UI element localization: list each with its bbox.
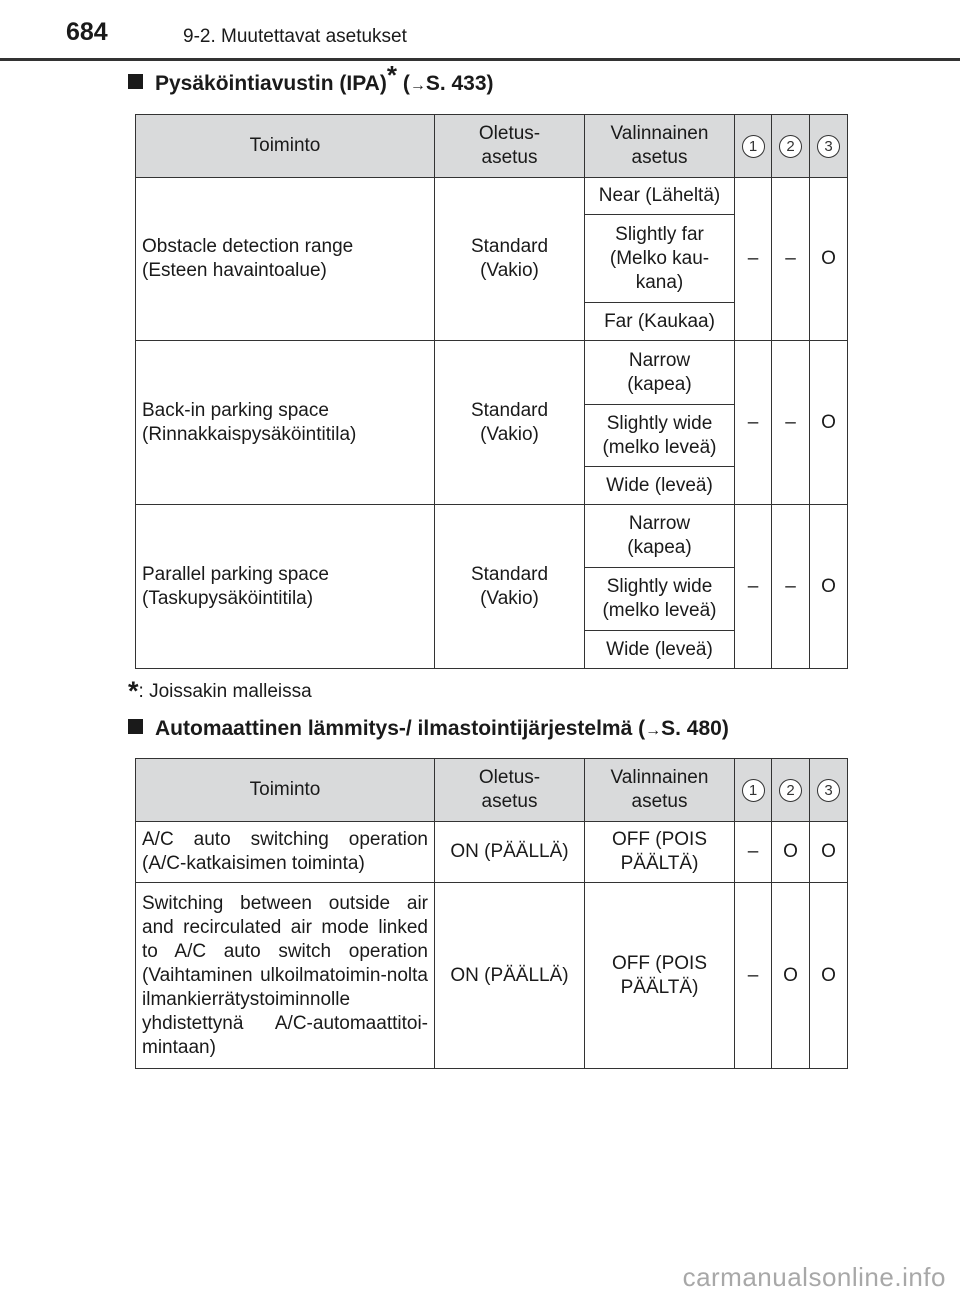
option-cell: Slightly wide (melko leveä): [585, 568, 735, 631]
table-row: [136, 883, 848, 1069]
method-2-cell: O: [772, 822, 810, 883]
function-cell: Back-in parking space (Rinnakkaispysäköintitila): [136, 341, 435, 505]
section-heading-ac: [128, 717, 729, 741]
column-header-method-2: [772, 759, 810, 822]
method-3-cell: O: [810, 178, 848, 341]
method-3-cell: O: [810, 883, 848, 1069]
table-row: [136, 341, 848, 405]
circled-number-2-icon: 2: [779, 135, 802, 158]
settings-table-ipa: [135, 114, 848, 669]
option-cell: Wide (leveä): [585, 467, 735, 505]
table-row: [136, 822, 848, 883]
method-3-cell: O: [810, 341, 848, 505]
asterisk: *: [386, 60, 397, 90]
circled-number-1-icon: 1: [742, 135, 765, 158]
column-header-function: Toiminto: [136, 115, 435, 178]
column-header-method-1: [735, 759, 772, 822]
column-header-method-1: [735, 115, 772, 178]
section-title: Automaattinen lämmitys-/ ilmastointijärjestelmä (: [155, 717, 646, 740]
circled-number-1-icon: 1: [742, 779, 765, 802]
column-header-method-3: [810, 115, 848, 178]
option-cell: Narrow (kapea): [585, 341, 735, 405]
footnote-text: : Joissakin malleissa: [138, 681, 312, 702]
table-row: [136, 178, 848, 215]
circled-number-3-icon: 3: [817, 135, 840, 158]
option-cell: Far (Kaukaa): [585, 303, 735, 341]
chapter-title: 9-2. Muutettavat asetukset: [183, 26, 407, 47]
column-header-default: Oletus- asetus: [435, 115, 585, 178]
page-reference-link[interactable]: S. 480): [661, 717, 729, 740]
method-3-cell: O: [810, 822, 848, 883]
method-2-cell: –: [772, 178, 810, 341]
settings-table-ac: [135, 758, 848, 1069]
bullet-square-icon: [128, 719, 143, 734]
method-3-cell: O: [810, 505, 848, 669]
arrow-right-icon: →: [409, 77, 426, 94]
table-row: [136, 505, 848, 568]
watermark: carmanualsonline.info: [682, 1262, 946, 1292]
circled-number-3-icon: 3: [817, 779, 840, 802]
table-header-row: [136, 115, 848, 178]
header-rule: [0, 58, 960, 61]
default-cell: Standard (Vakio): [435, 505, 585, 669]
footnote: [128, 676, 312, 707]
function-cell: Parallel parking space (Taskupysäköintitila): [136, 505, 435, 669]
function-cell: Switching between outside air and recirculated air mode linked to A/C auto switch operation (Vaihtaminen ulkoilmatoimin-nolta ilmankierrätystoiminnolle yhdistettynä A/C-automaattitoi-mintaan): [136, 883, 435, 1069]
column-header-function: Toiminto: [136, 759, 435, 822]
function-cell: A/C auto switching operation (A/C-katkaisimen toiminta): [136, 822, 435, 883]
column-header-default: Oletus- asetus: [435, 759, 585, 822]
default-cell: Standard (Vakio): [435, 341, 585, 505]
option-cell: OFF (POIS PÄÄLTÄ): [585, 883, 735, 1069]
method-1-cell: –: [735, 883, 772, 1069]
option-cell: Wide (leveä): [585, 631, 735, 669]
default-cell: Standard (Vakio): [435, 178, 585, 341]
default-cell: ON (PÄÄLLÄ): [435, 822, 585, 883]
method-1-cell: –: [735, 822, 772, 883]
asterisk: *: [128, 676, 139, 706]
table-header-row: [136, 759, 848, 822]
ref-open: (: [402, 72, 410, 95]
section-heading-ipa: [128, 60, 494, 96]
arrow-right-icon: →: [645, 722, 662, 739]
method-1-cell: –: [735, 341, 772, 505]
bullet-square-icon: [128, 74, 143, 89]
method-1-cell: –: [735, 178, 772, 341]
column-header-options: Valinnainen asetus: [585, 115, 735, 178]
method-1-cell: –: [735, 505, 772, 669]
column-header-method-3: [810, 759, 848, 822]
option-cell: Near (Läheltä): [585, 178, 735, 215]
column-header-method-2: [772, 115, 810, 178]
function-cell: Obstacle detection range (Esteen havaintoalue): [136, 178, 435, 341]
page-reference-link[interactable]: S. 433): [425, 72, 494, 95]
option-cell: OFF (POIS PÄÄLTÄ): [585, 822, 735, 883]
method-2-cell: –: [772, 341, 810, 505]
option-cell: Slightly wide (melko leveä): [585, 405, 735, 467]
default-cell: ON (PÄÄLLÄ): [435, 883, 585, 1069]
method-2-cell: O: [772, 883, 810, 1069]
option-cell: Slightly far (Melko kau- kana): [585, 215, 735, 303]
page-number: 684: [66, 18, 108, 46]
column-header-options: Valinnainen asetus: [585, 759, 735, 822]
method-2-cell: –: [772, 505, 810, 669]
circled-number-2-icon: 2: [779, 779, 802, 802]
section-title: Pysäköintiavustin (IPA): [155, 72, 387, 95]
option-cell: Narrow (kapea): [585, 505, 735, 568]
